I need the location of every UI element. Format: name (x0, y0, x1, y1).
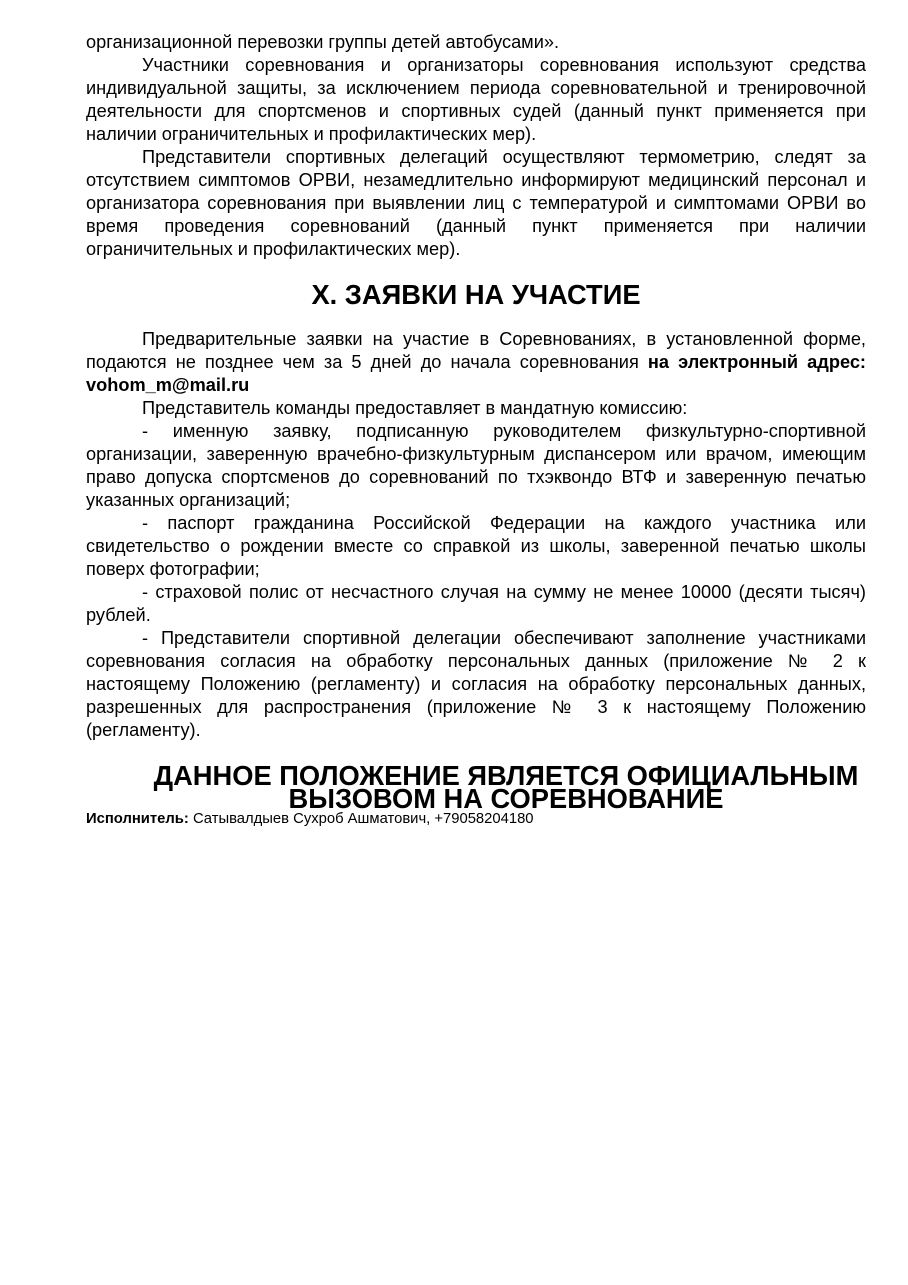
list-item-application: - именную заявку, подписанную руководителем физкультурно-спортивной организации, заверенную врачебно-физкультурным диспансером или врачом, имеющим право допуска спортсменов до соревнований по тхэквондо ВТФ и заверенную печатью указанных организаций; (86, 421, 866, 510)
paragraph-protective-equipment: Участники соревнования и организаторы соревнования используют средства индивидуальной защиты, за исключением периода соревновательной и тренировочной деятельности для спортсменов и спортивных судей (данный пункт применяется при наличии ограничительных и профилактических мер). (86, 55, 866, 144)
email-label: на электронный адрес: (647, 352, 866, 372)
preliminary-applications-text: Предварительные заявки на участие в Соревнованиях, в установленной форме, подаются не позднее чем за 5 дней до начала соревнования (86, 329, 866, 372)
paragraph-preliminary-applications (86, 328, 866, 397)
paragraph-commission: Представитель команды предоставляет в мандатную комиссию: (142, 398, 688, 418)
section-x-heading: X. ЗАЯВКИ НА УЧАСТИЕ (311, 279, 641, 310)
executor-label: Исполнитель: (86, 811, 189, 827)
executor-name-phone: Сатывалдыев Сухроб Ашматович, +79058204180 (192, 811, 534, 827)
paragraph-thermometry: Представители спортивных делегаций осуществляют термометрию, следят за отсутствием симптомов ОРВИ, незамедлительно информируют медицинский персонал и организатора соревнования при выявлении лиц с температурой и симптомами ОРВИ во время проведения соревнований (данный пункт применяется при наличии ограничительных и профилактических мер). (86, 147, 866, 259)
list-item-passport: - паспорт гражданина Российской Федерации на каждого участника или свидетельство о рождении вместе со справкой из школы, заверенной печатью школы поверх фотографии; (86, 513, 866, 579)
list-item-personal-data: - Представители спортивной делегации обеспечивают заполнение участниками соревнования согласия на обработку персональных данных (приложение № 2 к настоящему Положению (регламенту) и согласия на обработку персональных данных, разрешенных для распространения (приложение № 3 к настоящему Положению (регламенту). (86, 628, 866, 740)
list-item-insurance: - страховой полис от несчастного случая на сумму не менее 10000 (десяти тысяч) рублей. (86, 582, 866, 625)
official-call-heading: ДАННОЕ ПОЛОЖЕНИЕ ЯВЛЯЕТСЯ ОФИЦИАЛЬНЫМ ВЫЗОВОМ НА СОРЕВНОВАНИЕ (153, 760, 859, 814)
email-address: vohom_m@mail.ru (86, 375, 250, 395)
executor-line (86, 810, 866, 829)
paragraph-transport-end: организационной перевозки группы детей автобусами». (86, 32, 560, 52)
document-page (86, 31, 866, 829)
